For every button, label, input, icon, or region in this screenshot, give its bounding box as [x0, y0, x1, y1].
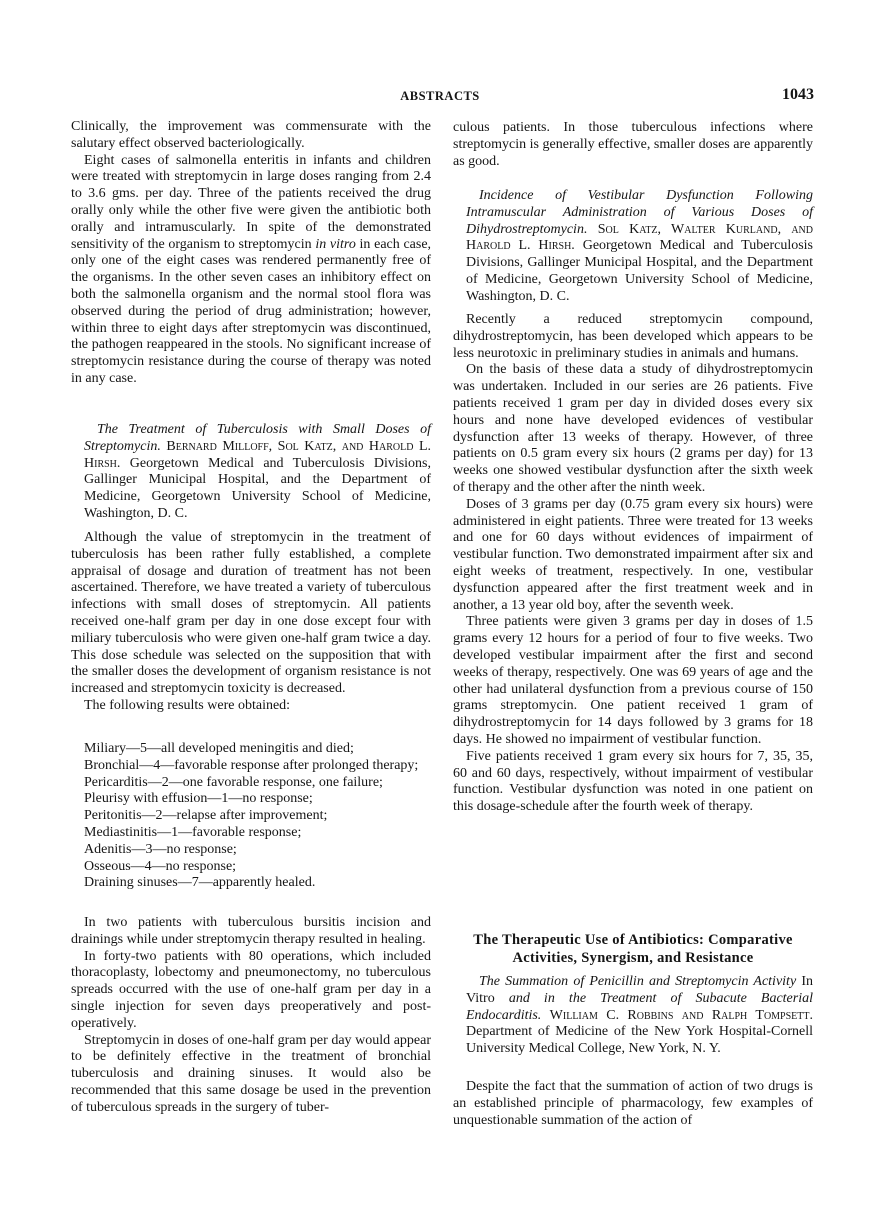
paragraph: The following results were obtained:: [84, 697, 291, 713]
running-head: ABSTRACTS: [400, 89, 480, 103]
abstract-title: Incidence of Vestibular Dysfunction Following Intramuscular Administration of Various Doses of Dihydrostreptomycin.: [466, 188, 813, 237]
abstract-affiliation: Georgetown Medical and Tuberculosis Divisions, Gallinger Municipal Hospital, and the Department of Medicine, Georgetown University School of Medicine, Washington, D. C.: [84, 455, 432, 521]
list-item: Pleurisy with effusion—1—no response;: [84, 791, 313, 807]
section-heading: [453, 932, 813, 967]
list-item: Adenitis—3—no response;: [84, 841, 237, 857]
abstract-title: and in the Treatment of Subacute Bacterial Endocarditis.: [466, 990, 814, 1023]
list-item: Osseous—4—no response;: [84, 858, 237, 874]
paragraph-text: culous patients. In those tuberculous infections where streptomycin is generally effective, smaller doses are apparently as good.: [453, 120, 813, 169]
section-heading-line: Activities, Synergism, and Resistance: [512, 949, 754, 966]
paragraph: Despite the fact that the summation of action of two drugs is an established principle of pharmacology, few examples of unquestionable summation of the action of: [453, 1079, 813, 1128]
abstract-title-block: [453, 188, 813, 306]
abstract-body: [453, 1079, 813, 1129]
abstract-title-block: [71, 422, 431, 523]
paragraph: Streptomycin in doses of one-half gram per day would appear to be definitely effective in the treatment of bronchial tuberculosis and draining sinuses. It would also be recommended that this same dosage be used in the prevention of tuberculous spreads in the surgery of tuber-: [71, 1032, 431, 1115]
list-item: Mediastinitis—1—favorable response;: [84, 824, 302, 840]
list-item: Miliary—5—all developed meningitis and died;: [84, 741, 354, 756]
abstract-title-roman: In Vitro: [466, 974, 814, 1006]
abstract-heading: [453, 188, 813, 306]
page-number: 1043: [782, 86, 814, 103]
paragraph: [453, 120, 813, 170]
abstract-body: [453, 312, 813, 816]
paragraph: Although the value of streptomycin in the treatment of tuberculosis has been rather fully established, a complete appraisal of dosage and duration of treatment has not been ascertained. Therefore, we have treated a variety of tuberculous infections with small doses of streptomycin. All patients received one-half gram per day in one dose except four with miliary tuberculosis who were given one-half gram twice a day. This dose schedule was selected on the supposition that with the smaller doses the development of organism resistance is not increased and streptomycin toxicity is decreased.: [71, 530, 431, 697]
abstract-heading: [71, 422, 431, 523]
text: Eight cases of salmonella enteritis in infants and children were treated with streptomycin in large doses ranging from 2.4 to 3.6 gms. per day. Three of the patients received the drug orally only while the other five were given the antibiotic both orally and intramuscularly. In spite of the demonstrated sensitivity of the organism to streptomycin: [71, 152, 431, 252]
list-item: Bronchial—4—favorable response after prolonged therapy;: [84, 757, 419, 773]
paragraph: Recently a reduced streptomycin compound, dihydrostreptomycin, has been developed which appears to be less neurotoxic in preliminary studies in animals and humans.: [453, 312, 813, 361]
abstract-body-continued: [71, 915, 431, 1117]
paragraph-text: Clinically, the improvement was commensurate with the salutary effect observed bacteriologically.: [71, 119, 431, 151]
abstract-affiliation: Department of Medicine of the New York Hospital-Cornell University Medical College, New York, N. Y.: [466, 1024, 813, 1057]
list-item: Draining sinuses—7—apparently healed.: [84, 875, 316, 891]
abstract-authors: Sol Katz, Walter Kurland, and Harold L. Hirsh.: [466, 221, 814, 254]
abstract-title: The Summation of Penicillin and Streptomycin Activity: [479, 974, 797, 989]
paragraph: In two patients with tuberculous bursitis incision and drainings while under streptomycin therapy resulted in healing.: [71, 915, 431, 947]
section-heading-line: The Therapeutic Use of Antibiotics: Comparative: [473, 932, 793, 948]
paragraph-salmonella: [71, 153, 431, 388]
paragraph: Doses of 3 grams per day (0.75 gram every six hours) were administered in eight patients. Three were treated for 13 weeks and one for 60 days without evidences of impairment of vestibular function. Two demonstrated impairment after six and eight weeks of treatment, respectively. In one, vestibular dysfunction appeared after the first treatment week and in another, a 13 year old boy, after the seventh week.: [453, 496, 813, 613]
abstract-title-block: [453, 974, 813, 1058]
paragraph: Three patients were given 3 grams per day in doses of 1.5 grams every 12 hours for a period of four to five weeks. Two developed vestibular impairment after the first and second weeks of therapy, respectively. One was 69 years of age and the other had unilateral dysfunction from a previous course of 150 grams streptomycin. One patient received 1 gram of dihydrostreptomycin for 14 days followed by 3 grams for 18 days. He showed no impairment of vestibular function.: [453, 614, 813, 747]
abstract-heading: [453, 974, 813, 1058]
italic-text: in vitro: [315, 236, 356, 252]
paragraph: [71, 119, 431, 388]
text: in each case, only one of the eight cases was rendered permanently free of the organisms. In the other seven cases an inhibitory effect on both the salmonella organism and the normal stool flora was observed during the period of drug administration; however, within three to eight days after streptomycin was discontinued, the pathogen reappeared in the stools. No significant increase of streptomycin resistance during the course of therapy was noted in any case.: [71, 236, 432, 386]
results-list: [71, 741, 431, 892]
abstract-title: The Treatment of Tuberculosis with Small Doses of Streptomycin.: [84, 422, 431, 454]
list-item: Peritonitis—2—relapse after improvement;: [84, 808, 328, 824]
list-item: Pericarditis—2—one favorable response, one failure;: [84, 774, 383, 790]
abstract-affiliation: Georgetown Medical and Tuberculosis Divisions, Gallinger Municipal Hospital, and the Department of Medicine, Georgetown University School of Medicine, Washington, D. C.: [466, 238, 814, 304]
abstract-body: [71, 530, 431, 715]
paragraph: In forty-two patients with 80 operations, which included thoracoplasty, lobectomy and pneumonectomy, no tuberculous spreads occurred with the use of one-half gram per day in a single injection for seven days preoperatively and post-operatively.: [71, 948, 431, 1031]
abstract-authors: Bernard Milloff, Sol Katz, and Harold L. Hirsh.: [84, 438, 432, 471]
paragraph: On the basis of these data a study of dihydrostreptomycin was undertaken. Included in our series are 26 patients. Five patients received 1 gram per day in divided doses every six hours and none have developed evidences of vestibular dysfunction after 13 weeks of therapy. However, of three patients on 0.5 gram every six hours (2 grams per day) for 13 weeks one showed vestibular dysfunction after the sixth week of therapy and the other after the ninth week.: [453, 362, 813, 495]
abstract-authors: William C. Robbins and Ralph Tompsett.: [549, 1007, 813, 1023]
paragraph: Five patients received 1 gram every six hours for 7, 35, 35, 60 and 60 days, respectively, without impairment of vestibular function. Vestibular dysfunction was noted in one patient on this dosage-schedule after the fourth week of therapy.: [453, 748, 813, 815]
